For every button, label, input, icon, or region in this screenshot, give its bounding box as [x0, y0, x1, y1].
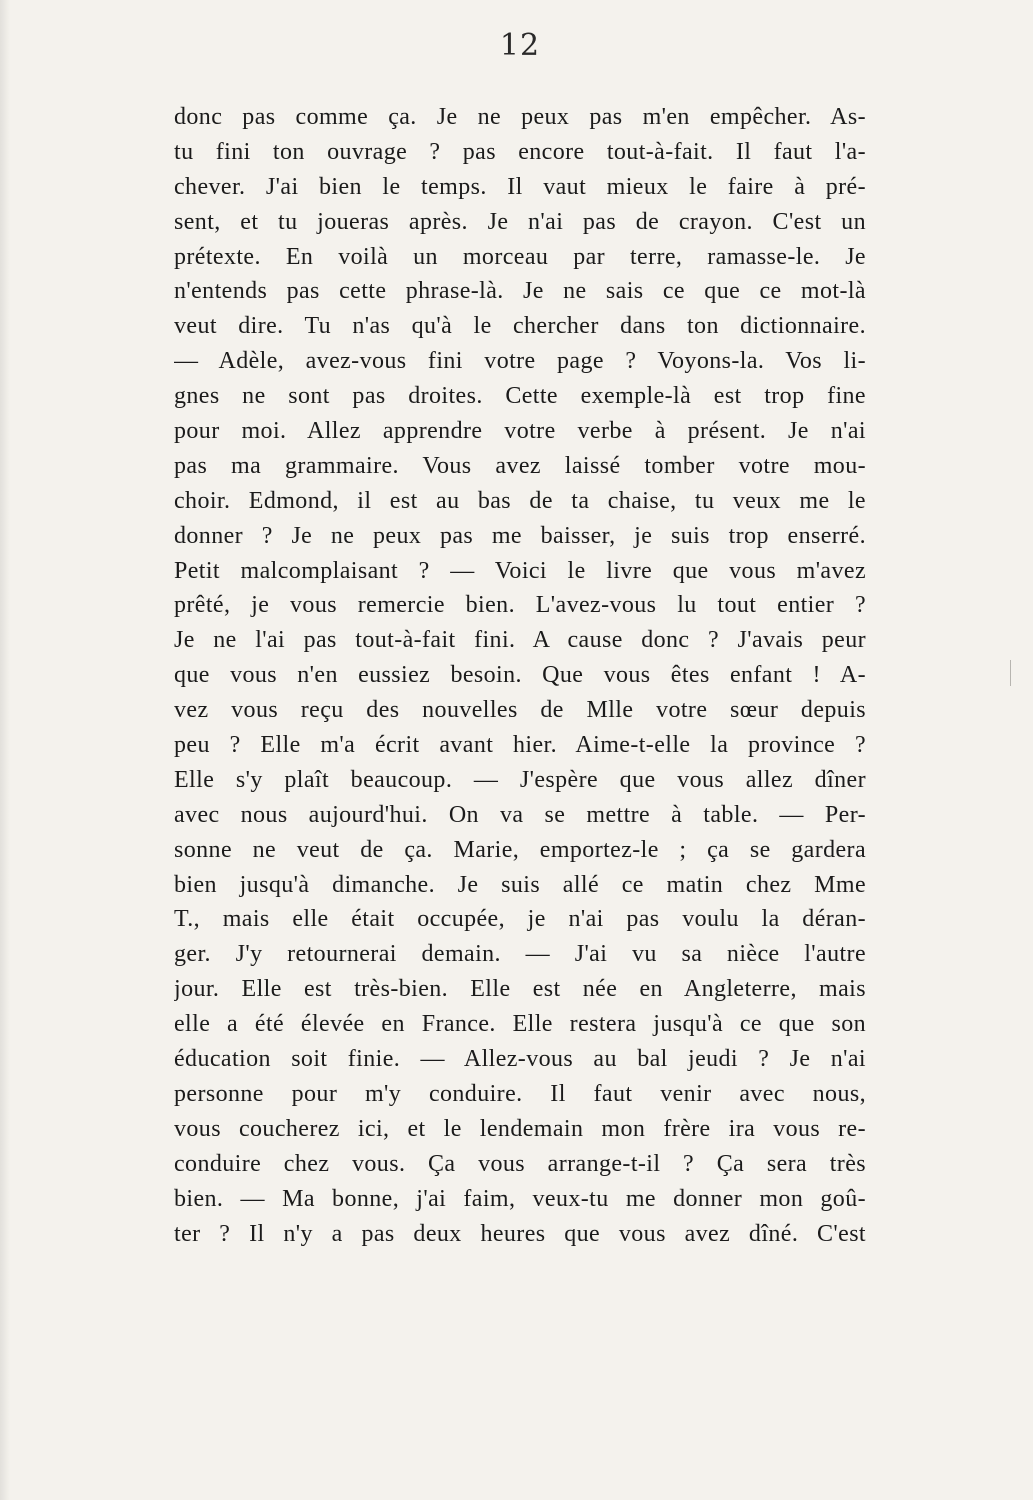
text-line: vez vous reçu des nouvelles de Mlle votre sœur depuis — [174, 697, 866, 724]
text-line: personne pour m'y conduire. Il faut venir avec nous, — [174, 1080, 866, 1107]
text-line: Elle s'y plaît beaucoup. — J'espère que vous allez dîner — [174, 766, 866, 793]
text-line: sent, et tu joueras après. Je n'ai pas de crayon. C'est un — [174, 208, 866, 235]
text-line: donner ? Je ne peux pas me baisser, je suis trop enserré. — [174, 522, 866, 549]
text-line: Je ne l'ai pas tout-à-fait fini. A cause donc ? J'avais peur — [174, 627, 866, 654]
scan-mark — [1010, 660, 1011, 686]
text-line: prétexte. En voilà un morceau par terre, ramasse-le. Je — [174, 243, 866, 270]
text-line: bien jusqu'à dimanche. Je suis allé ce matin chez Mme — [174, 871, 866, 898]
text-line: éducation soit finie. — Allez-vous au bal jeudi ? Je n'ai — [174, 1046, 866, 1073]
body-text — [174, 100, 866, 1251]
text-line: veut dire. Tu n'as qu'à le chercher dans ton dictionnaire. — [174, 313, 866, 340]
text-line: Petit malcomplaisant ? — Voici le livre que vous m'avez — [174, 557, 866, 584]
text-line: tu fini ton ouvrage ? pas encore tout-à-fait. Il faut l'a- — [174, 138, 866, 165]
text-line: n'entends pas cette phrase-là. Je ne sais ce que ce mot-là — [174, 278, 866, 305]
text-line: chever. J'ai bien le temps. Il vaut mieux le faire à pré- — [174, 173, 866, 200]
page-number: 12 — [499, 28, 541, 63]
text-line: que vous n'en eussiez besoin. Que vous êtes enfant ! A- — [174, 662, 866, 689]
text-line: elle a été élevée en France. Elle restera jusqu'à ce que son — [174, 1011, 866, 1038]
text-line: gnes ne sont pas droites. Cette exemple-là est trop fine — [174, 383, 866, 410]
text-line: pas ma grammaire. Vous avez laissé tomber votre mou- — [174, 452, 866, 479]
text-line: sonne ne veut de ça. Marie, emportez-le ; ça se gardera — [174, 836, 866, 863]
text-line: pour moi. Allez apprendre votre verbe à présent. Je n'ai — [174, 418, 866, 445]
text-line: ger. J'y retournerai demain. — J'ai vu sa nièce l'autre — [174, 941, 866, 968]
text-line: peu ? Elle m'a écrit avant hier. Aime-t-elle la province ? — [174, 732, 866, 759]
text-line: conduire chez vous. Ça vous arrange-t-il ? Ça sera très — [174, 1150, 866, 1177]
text-line: ter ? Il n'y a pas deux heures que vous avez dîné. C'est — [174, 1220, 866, 1247]
text-line: donc pas comme ça. Je ne peux pas m'en empêcher. As- — [174, 104, 866, 130]
text-line: T., mais elle était occupée, je n'ai pas voulu la déran- — [174, 906, 866, 933]
text-line: prêté, je vous remercie bien. L'avez-vous lu tout entier ? — [174, 592, 866, 619]
text-line: vous coucherez ici, et le lendemain mon frère ira vous re- — [174, 1115, 866, 1142]
text-line: avec nous aujourd'hui. On va se mettre à table. — Per- — [174, 801, 866, 828]
page-edge-shadow — [0, 0, 10, 1500]
text-line: jour. Elle est très-bien. Elle est née en Angleterre, mais — [174, 976, 866, 1003]
text-line: — Adèle, avez-vous fini votre page ? Voyons-la. Vos li- — [174, 348, 866, 375]
text-line: choir. Edmond, il est au bas de ta chaise, tu veux me le — [174, 487, 866, 514]
text-line: bien. — Ma bonne, j'ai faim, veux-tu me donner mon goû- — [174, 1185, 866, 1212]
